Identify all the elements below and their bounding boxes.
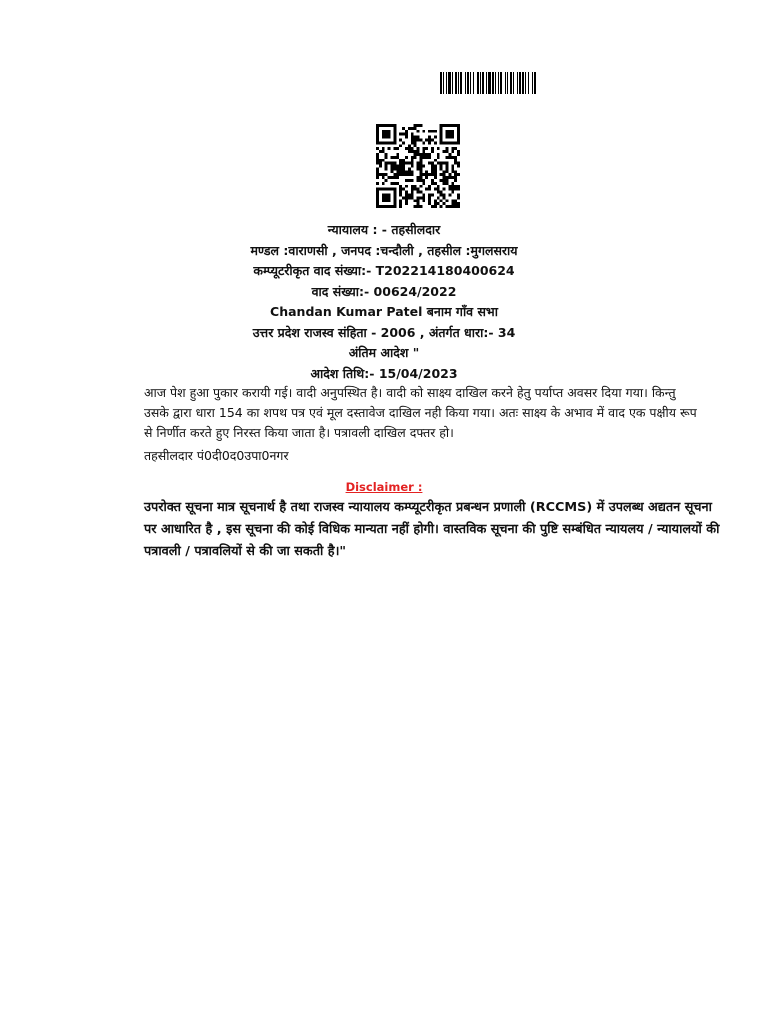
qr-code-image [376, 124, 460, 208]
court-title: न्यायालय : - तहसीलदार [327, 222, 441, 237]
case-parties: Chandan Kumar Patel बनाम गाँव सभा [270, 304, 498, 319]
disclaimer-title: Disclaimer : [345, 480, 423, 494]
location-line: मण्डल :वाराणसी , जनपद :चन्दौली , तहसील :मुगलसराय [250, 242, 518, 258]
order-type: अंतिम आदेश " [348, 345, 420, 360]
disclaimer-text: उपरोक्त सूचना मात्र सूचनार्थ है तथा राजस्व न्यायालय कम्प्यूटरीकृत प्रबन्धन प्रणाली (RCCMS) में उपलब्ध अद्यतन सूचना पर आधारित है , इस सूचना की कोई विधिक मान्यता नहीं होगी। वास्तविक सूचना की पुष्टि सम्बंधित न्यायलय / न्यायालयों की पत्रावली / पत्रावलियों से की जा सकती है।" [144, 500, 720, 559]
order-text: आज पेश हुआ पुकार करायी गई। वादी अनुपस्थित है। वादी को साक्ष्य दाखिल करने हेतु पर्याप्त अवसर दिया गया। किन्तु उसके द्वारा धारा 154 का शपथ पत्र एवं मूल दस्तावेज दाखिल नही किया गया। अतः साक्ष्य के अभाव में वाद एक पक्षीय रूप से निर्णीत करते हुए निरस्त किया जाता है। पत्रावली दाखिल दफ्तर हो। [144, 385, 697, 440]
act-section: उत्तर प्रदेश राजस्व संहिता - 2006 , अंतर्गत धारा:- 34 [252, 324, 516, 340]
computerized-case-number: कम्प्यूटरीकृत वाद संख्या:- T202214180400624 [253, 263, 515, 278]
signature-line: तहसीलदार पं0दी0द0उपा0नगर [144, 448, 289, 463]
case-header [0, 220, 768, 384]
barcode-image [440, 72, 578, 94]
case-number: वाद संख्या:- 00624/2022 [311, 283, 457, 299]
order-date: आदेश तिथि:- 15/04/2023 [310, 365, 458, 381]
